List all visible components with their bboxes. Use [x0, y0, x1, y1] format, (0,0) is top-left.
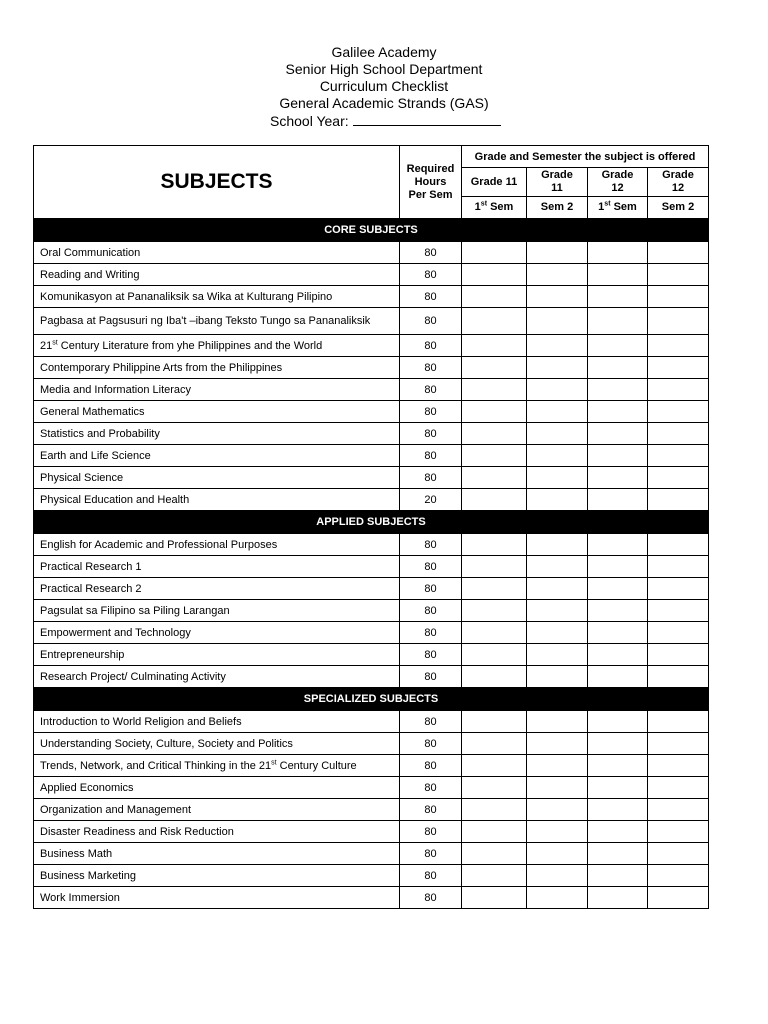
subject-row: [34, 777, 709, 799]
offered-check-cell[interactable]: [527, 467, 588, 489]
offered-check-cell[interactable]: [462, 755, 527, 777]
offered-check-cell[interactable]: [648, 865, 709, 887]
offered-check-cell[interactable]: [462, 335, 527, 357]
subject-row: [34, 445, 709, 467]
semester-text-rest: Sem: [610, 201, 637, 213]
required-hours: 80: [400, 379, 462, 401]
section-header-row: [34, 688, 709, 711]
offered-check-cell[interactable]: [648, 777, 709, 799]
offered-check-cell[interactable]: [462, 865, 527, 887]
subject-name-text: Reading and Writing: [40, 268, 140, 281]
offered-check-cell[interactable]: [462, 308, 527, 335]
strand-name: General Academic Strands (GAS): [279, 95, 489, 111]
offered-check-cell[interactable]: [588, 777, 648, 799]
required-hours: 80: [400, 711, 462, 733]
subject-row: [34, 578, 709, 600]
semester-ordinal: st: [604, 200, 611, 208]
offered-check-cell[interactable]: [527, 335, 588, 357]
offered-check-cell[interactable]: [527, 401, 588, 423]
offered-check-cell[interactable]: [588, 467, 648, 489]
offered-check-cell[interactable]: [527, 556, 588, 578]
offered-check-cell[interactable]: [588, 644, 648, 666]
grade-header: [462, 168, 527, 197]
offered-check-cell[interactable]: [588, 821, 648, 843]
required-hours: 80: [400, 622, 462, 644]
hours-header-line: Hours: [414, 175, 447, 188]
subject-name: [34, 445, 400, 467]
offered-check-cell[interactable]: [527, 242, 588, 264]
offered-check-cell[interactable]: [648, 335, 709, 357]
grade-header: [648, 168, 709, 197]
grade-header-line: Grade: [662, 169, 694, 181]
offered-check-cell[interactable]: [588, 755, 648, 777]
subject-name-text: Komunikasyon at Pananaliksik sa Wika at Kulturang Pilipino: [40, 290, 333, 303]
offered-check-cell[interactable]: [588, 799, 648, 821]
required-hours: 80: [400, 445, 462, 467]
grade-header-line: Grade 11: [470, 175, 518, 188]
subject-name: [34, 666, 400, 688]
subject-name-text: Contemporary Philippine Arts from the Philippines: [40, 361, 283, 374]
offered-check-cell[interactable]: [648, 622, 709, 644]
offered-check-cell[interactable]: [462, 556, 527, 578]
offered-check-cell[interactable]: [462, 286, 527, 308]
required-hours: 80: [400, 335, 462, 357]
document-header: [0, 44, 768, 130]
offered-check-cell[interactable]: [527, 622, 588, 644]
required-hours: 80: [400, 357, 462, 379]
subject-row: [34, 622, 709, 644]
subject-name-ordinal: st: [52, 338, 58, 346]
offered-check-cell[interactable]: [588, 600, 648, 622]
section-title: CORE SUBJECTS: [34, 219, 709, 242]
subject-name: [34, 711, 400, 733]
subject-name: [34, 865, 400, 887]
offered-check-cell[interactable]: [527, 379, 588, 401]
subject-name-text: Pagsulat sa Filipino sa Piling Larangan: [40, 604, 230, 617]
subject-name: [34, 286, 400, 308]
offered-header: Grade and Semester the subject is offered: [462, 146, 709, 168]
semester-ordinal: st: [480, 200, 488, 208]
required-hours: 80: [400, 242, 462, 264]
subject-row: [34, 308, 709, 335]
offered-check-cell[interactable]: [462, 357, 527, 379]
offered-check-cell[interactable]: [527, 357, 588, 379]
subject-name-text: Practical Research 2: [40, 582, 142, 595]
offered-check-cell[interactable]: [527, 423, 588, 445]
offered-check-cell[interactable]: [462, 821, 527, 843]
offered-check-cell[interactable]: [648, 423, 709, 445]
offered-check-cell[interactable]: [648, 666, 709, 688]
school-year-blank: [353, 112, 501, 126]
offered-check-cell[interactable]: [648, 445, 709, 467]
subject-row: [34, 644, 709, 666]
subject-name-text: Earth and Life Science: [40, 449, 151, 462]
subject-name: [34, 308, 400, 335]
grade-header-line: Grade: [601, 169, 634, 181]
subject-name: [34, 644, 400, 666]
offered-check-cell[interactable]: [462, 666, 527, 688]
grade-header-line: Grade: [541, 169, 573, 181]
required-hours: 80: [400, 755, 462, 777]
required-hours: 80: [400, 578, 462, 600]
offered-check-cell[interactable]: [527, 755, 588, 777]
subject-row: [34, 423, 709, 445]
offered-check-cell[interactable]: [462, 843, 527, 865]
subject-row: [34, 379, 709, 401]
subject-name-text: General Mathematics: [40, 405, 145, 418]
subject-row: [34, 865, 709, 887]
offered-check-cell[interactable]: [588, 264, 648, 286]
offered-check-cell[interactable]: [527, 600, 588, 622]
required-hours: 80: [400, 644, 462, 666]
offered-check-cell[interactable]: [527, 578, 588, 600]
required-hours: 80: [400, 887, 462, 909]
subject-name-text: Statistics and Probability: [40, 427, 160, 440]
subject-name-text: Entrepreneurship: [40, 648, 125, 661]
subject-name-text: Applied Economics: [40, 781, 134, 794]
subject-row: [34, 799, 709, 821]
section-title: APPLIED SUBJECTS: [34, 511, 709, 534]
hours-header-line: Required: [406, 162, 455, 175]
offered-check-cell[interactable]: [462, 379, 527, 401]
subject-name: [34, 733, 400, 755]
school-year-label: School Year:: [270, 113, 349, 129]
grade-header: [588, 168, 648, 197]
header-row-1: [34, 146, 709, 168]
subject-row: [34, 887, 709, 909]
subject-row: [34, 489, 709, 511]
required-hours: 80: [400, 799, 462, 821]
table-body: [34, 146, 709, 909]
offered-check-cell[interactable]: [462, 423, 527, 445]
offered-check-cell[interactable]: [588, 335, 648, 357]
offered-check-cell[interactable]: [588, 556, 648, 578]
semester-text: 1: [474, 201, 481, 213]
document-title: Curriculum Checklist: [319, 78, 449, 94]
offered-check-cell[interactable]: [648, 843, 709, 865]
offered-check-cell[interactable]: [648, 379, 709, 401]
offered-check-cell[interactable]: [527, 534, 588, 556]
subject-name: [34, 467, 400, 489]
subject-name-text: Practical Research 1: [40, 560, 142, 573]
offered-check-cell[interactable]: [648, 357, 709, 379]
offered-check-cell[interactable]: [648, 401, 709, 423]
offered-check-cell[interactable]: [648, 242, 709, 264]
required-hours: 80: [400, 423, 462, 445]
offered-check-cell[interactable]: [588, 887, 648, 909]
offered-check-cell[interactable]: [462, 534, 527, 556]
subject-name: [34, 622, 400, 644]
required-hours: 80: [400, 534, 462, 556]
subject-name-text: Pagbasa at Pagsusuri ng Iba't –ibang Teksto Tungo sa Pananaliksik: [40, 315, 371, 327]
offered-check-cell[interactable]: [648, 600, 709, 622]
offered-check-cell[interactable]: [527, 666, 588, 688]
subject-name-text: Understanding Society, Culture, Society and Politics: [40, 737, 293, 750]
offered-check-cell[interactable]: [462, 264, 527, 286]
offered-check-cell[interactable]: [648, 644, 709, 666]
subject-name: [34, 534, 400, 556]
required-hours: 80: [400, 666, 462, 688]
required-hours: 80: [400, 286, 462, 308]
hours-header-line: Per Sem: [408, 188, 453, 201]
offered-check-cell[interactable]: [588, 423, 648, 445]
subjects-header: SUBJECTS: [34, 146, 400, 219]
offered-check-cell[interactable]: [527, 777, 588, 799]
offered-check-cell[interactable]: [527, 264, 588, 286]
offered-check-cell[interactable]: [648, 556, 709, 578]
subject-name-text: Introduction to World Religion and Beliefs: [40, 715, 242, 728]
offered-check-cell[interactable]: [648, 711, 709, 733]
subject-name-text: English for Academic and Professional Purposes: [40, 538, 278, 551]
offered-check-cell[interactable]: [527, 644, 588, 666]
required-hours: 80: [400, 843, 462, 865]
school-name: Galilee Academy: [331, 44, 437, 60]
semester-text-rest: Sem: [487, 201, 514, 213]
offered-check-cell[interactable]: [648, 308, 709, 335]
subject-row: [34, 843, 709, 865]
subject-row: [34, 711, 709, 733]
offered-check-cell[interactable]: [462, 733, 527, 755]
offered-check-cell[interactable]: [588, 357, 648, 379]
offered-check-cell[interactable]: [588, 534, 648, 556]
subject-name: [34, 600, 400, 622]
subject-name: [34, 357, 400, 379]
subject-name-text: Empowerment and Technology: [40, 626, 191, 639]
offered-check-cell[interactable]: [588, 578, 648, 600]
offered-check-cell[interactable]: [462, 600, 527, 622]
subject-name: [34, 335, 400, 357]
subject-row: [34, 534, 709, 556]
semester-header: [648, 197, 709, 219]
offered-check-cell[interactable]: [527, 865, 588, 887]
offered-check-cell[interactable]: [588, 711, 648, 733]
offered-check-cell[interactable]: [648, 264, 709, 286]
grade-header: [527, 168, 588, 197]
offered-check-cell[interactable]: [648, 489, 709, 511]
subject-name-ordinal: st: [271, 758, 277, 766]
subject-row: [34, 733, 709, 755]
subject-name-text: Organization and Management: [40, 803, 192, 816]
offered-check-cell[interactable]: [527, 821, 588, 843]
offered-check-cell[interactable]: [588, 666, 648, 688]
subject-name: [34, 578, 400, 600]
subject-name-text: Work Immersion: [40, 891, 120, 904]
subject-row: [34, 600, 709, 622]
subject-name-text: Business Marketing: [40, 869, 136, 882]
offered-check-cell[interactable]: [588, 286, 648, 308]
semester-header: [588, 197, 648, 219]
offered-check-cell[interactable]: [462, 242, 527, 264]
subject-name: [34, 799, 400, 821]
subject-row: [34, 242, 709, 264]
offered-check-cell[interactable]: [462, 799, 527, 821]
subject-name: [34, 489, 400, 511]
semester-text: Sem 2: [540, 201, 574, 213]
subject-name: [34, 755, 400, 777]
subject-name: [34, 379, 400, 401]
required-hours: 80: [400, 401, 462, 423]
offered-check-cell[interactable]: [462, 578, 527, 600]
offered-check-cell[interactable]: [527, 733, 588, 755]
subject-name-text: Oral Communication: [40, 246, 141, 259]
subject-name-text: Research Project/ Culminating Activity: [40, 670, 226, 683]
subject-name: [34, 401, 400, 423]
offered-check-cell[interactable]: [527, 799, 588, 821]
subject-name-rest: Century Culture: [276, 759, 357, 772]
subject-name: [34, 887, 400, 909]
offered-check-cell[interactable]: [462, 445, 527, 467]
subject-row: [34, 401, 709, 423]
required-hours: 80: [400, 777, 462, 799]
subject-name-text: Physical Science: [40, 471, 124, 484]
offered-check-cell[interactable]: [648, 467, 709, 489]
semester-text: 1: [598, 201, 605, 213]
subject-name: [34, 843, 400, 865]
subject-name: [34, 777, 400, 799]
section-header-row: [34, 219, 709, 242]
subject-row: [34, 666, 709, 688]
required-hours: 80: [400, 821, 462, 843]
offered-check-cell[interactable]: [588, 401, 648, 423]
offered-check-cell[interactable]: [588, 445, 648, 467]
offered-check-cell[interactable]: [527, 308, 588, 335]
offered-check-cell[interactable]: [588, 622, 648, 644]
offered-check-cell[interactable]: [648, 887, 709, 909]
required-hours: 80: [400, 600, 462, 622]
required-hours: 80: [400, 264, 462, 286]
subject-row: [34, 821, 709, 843]
offered-check-cell[interactable]: [527, 711, 588, 733]
subject-row: [34, 264, 709, 286]
offered-check-cell[interactable]: [527, 887, 588, 909]
subject-name-text: Media and Information Literacy: [40, 383, 192, 396]
offered-check-cell[interactable]: [648, 821, 709, 843]
section-title: SPECIALIZED SUBJECTS: [34, 688, 709, 711]
subject-name: [34, 242, 400, 264]
subject-name-text: Disaster Readiness and Risk Reduction: [40, 825, 234, 838]
offered-check-cell[interactable]: [462, 622, 527, 644]
offered-check-cell[interactable]: [648, 534, 709, 556]
offered-check-cell[interactable]: [588, 843, 648, 865]
curriculum-checklist-table: [33, 145, 709, 909]
offered-check-cell[interactable]: [648, 799, 709, 821]
hours-header: [400, 146, 462, 219]
offered-check-cell[interactable]: [462, 489, 527, 511]
subject-row: [34, 335, 709, 357]
required-hours: 80: [400, 308, 462, 335]
subject-row: [34, 357, 709, 379]
offered-check-cell[interactable]: [588, 308, 648, 335]
offered-check-cell[interactable]: [588, 379, 648, 401]
grade-header-line: 12: [611, 182, 624, 194]
required-hours: 80: [400, 733, 462, 755]
offered-check-cell[interactable]: [588, 733, 648, 755]
offered-check-cell[interactable]: [527, 445, 588, 467]
subject-name-rest: Century Literature from yhe Philippines and the World: [57, 339, 323, 352]
semester-header: [527, 197, 588, 219]
subject-name: [34, 264, 400, 286]
grade-header-line: 12: [671, 182, 685, 194]
offered-check-cell[interactable]: [462, 887, 527, 909]
required-hours: 20: [400, 489, 462, 511]
subject-name: [34, 556, 400, 578]
offered-check-cell[interactable]: [588, 489, 648, 511]
section-header-row: [34, 511, 709, 534]
offered-check-cell[interactable]: [462, 644, 527, 666]
subject-row: [34, 556, 709, 578]
semester-header: [462, 197, 527, 219]
subject-row: [34, 286, 709, 308]
subject-name-text: Trends, Network, and Critical Thinking in the 21: [40, 759, 272, 772]
offered-check-cell[interactable]: [527, 489, 588, 511]
offered-check-cell[interactable]: [462, 401, 527, 423]
department-name: Senior High School Department: [285, 61, 483, 77]
subject-name-text: Business Math: [40, 847, 113, 860]
offered-check-cell[interactable]: [648, 578, 709, 600]
offered-check-cell[interactable]: [648, 733, 709, 755]
offered-check-cell[interactable]: [527, 286, 588, 308]
required-hours: 80: [400, 556, 462, 578]
offered-check-cell[interactable]: [648, 286, 709, 308]
grade-header-line: 11: [551, 182, 563, 194]
offered-check-cell[interactable]: [648, 755, 709, 777]
subject-row: [34, 467, 709, 489]
offered-check-cell[interactable]: [462, 777, 527, 799]
subject-name-text: 21: [40, 339, 53, 352]
offered-check-cell[interactable]: [588, 865, 648, 887]
offered-check-cell[interactable]: [462, 467, 527, 489]
required-hours: 80: [400, 865, 462, 887]
offered-check-cell[interactable]: [462, 711, 527, 733]
subject-name-text: Physical Education and Health: [40, 493, 190, 506]
subject-row: [34, 755, 709, 777]
subject-name: [34, 821, 400, 843]
offered-check-cell[interactable]: [527, 843, 588, 865]
subject-name: [34, 423, 400, 445]
school-year-line: [0, 112, 768, 130]
semester-text: Sem 2: [661, 201, 695, 213]
required-hours: 80: [400, 467, 462, 489]
offered-check-cell[interactable]: [588, 242, 648, 264]
